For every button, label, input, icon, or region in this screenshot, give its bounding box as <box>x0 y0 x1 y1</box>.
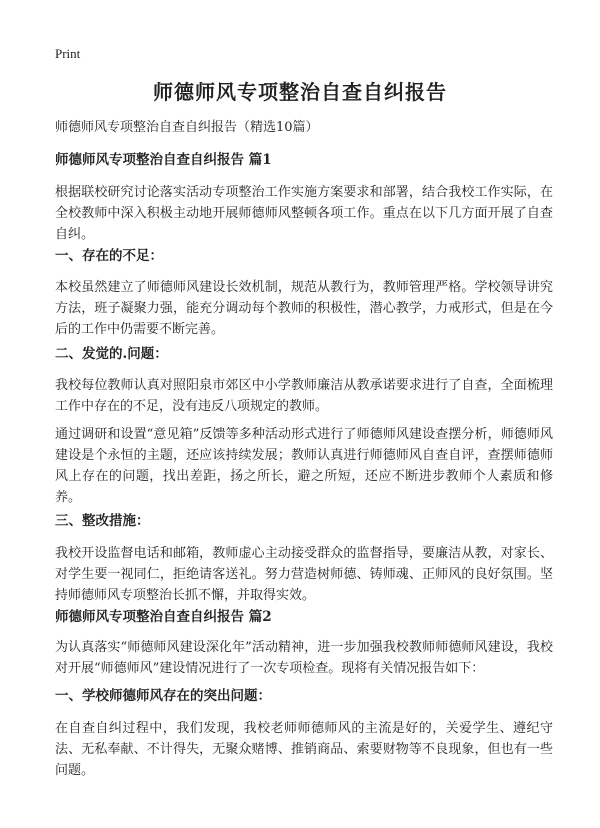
section-problems-paragraph-1: 我校每位教师认真对照阳泉市郊区中小学教师廉洁从教承诺要求进行了自查，全面梳理工作中存在的不足，没有违反八项规定的教师。 <box>55 378 553 414</box>
document-subtitle: 师德师风专项整治自查自纠报告（精选10篇） <box>55 120 319 135</box>
part2-intro-paragraph: 为认真落实“师德师风建设深化年”活动精神，进一步加强我校教师师德师风建设，我校对开展“师德师风”建设情况进行了一次专项检查。现将有关情况报告如下： <box>55 640 553 676</box>
document-title: 师德师风专项整治自查自纠报告 <box>153 80 447 104</box>
part1-intro-paragraph: 根据联校研究讨论落实活动专项整治工作实施方案要求和部署，结合我校工作实际，在全校教师中深入积极主动地开展师德师风整顿各项工作。重点在以下几方面开展了自查自纠。 <box>55 185 553 242</box>
part2-heading: 师德师风专项整治自查自纠报告 篇2 <box>55 609 272 625</box>
print-link[interactable]: Print <box>55 46 81 61</box>
part2-section-issues-paragraph: 在自查自纠过程中，我们发现，我校老师师德师风的主流是好的，关爱学生、遵纪守法、无私奉献、不计得失，无聚众赌博、推销商品、索要财物等不良现象，但也有一些问题。 <box>55 721 553 778</box>
section-problems-paragraph-2: 通过调研和设置“意见箱”反馈等多种活动形式进行了师德师风建设查摆分析，师德师风建设是个永恒的主题，还应该持续发展；教师认真进行师德师风自查自评，查摆师德师风上存在的问题，找出差距，扬之所长，避之所短，还应不断进步教师个人素质和修养。 <box>55 427 553 505</box>
part2-section-issues-heading: 一、学校师德师风存在的突出问题： <box>55 688 271 704</box>
section-measures-paragraph: 我校开设监督电话和邮箱，教师虚心主动接受群众的监督指导，要廉洁从教，对家长、对学生要一视同仁，拒绝请客送礼。努力营造树师德、铸师魂、正师风的良好氛围。坚持师德师风专项整治长抓不懈，并取得实效。 <box>55 546 553 603</box>
part1-heading: 师德师风专项整治自查自纠报告 篇1 <box>55 152 272 168</box>
section-measures-heading: 三、整改措施： <box>55 513 150 529</box>
section-problems-heading: 二、发觉的.问题： <box>55 346 168 362</box>
section-deficiencies-paragraph: 本校虽然建立了师德师风建设长效机制，规范从教行为，教师管理严格。学校领导讲究方法，班子凝聚力强，能充分调动每个教师的积极性，潜心教学，力戒形式，但是在今后的工作中仍需要不断完善。 <box>55 280 553 337</box>
section-deficiencies-heading: 一、存在的不足： <box>55 248 163 264</box>
